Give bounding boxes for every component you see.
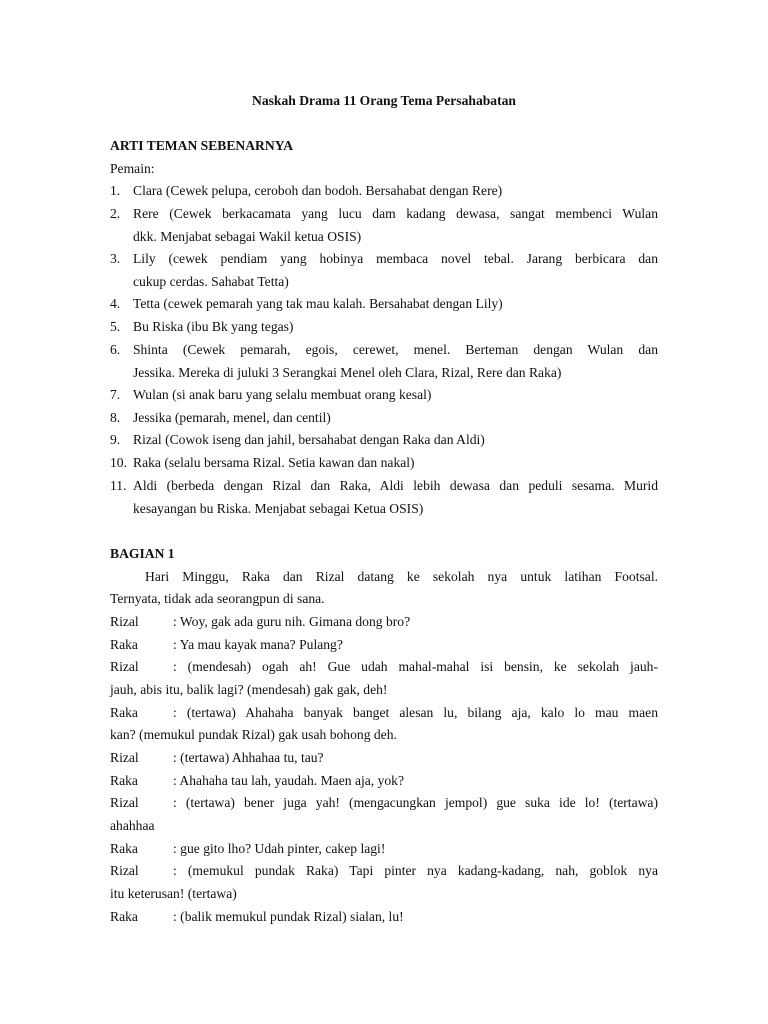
- script-heading: ARTI TEMAN SEBENARNYA: [110, 138, 294, 153]
- list-text: Jessika (pemarah, menel, dan centil): [133, 410, 331, 425]
- dialogue-text-cont: itu keterusan! (tertawa): [110, 886, 237, 901]
- dialogue-text-cont: jauh, abis itu, balik lagi? (mendesah) gak gak, deh!: [110, 682, 388, 697]
- speaker-name: Rizal: [110, 614, 139, 629]
- dialogue-text-cont: kan? (memukul pundak Rizal) gak usah bohong deh.: [110, 727, 397, 742]
- cast-label: Pemain:: [110, 161, 155, 176]
- speaker-name: Raka: [110, 637, 138, 652]
- list-number: 8.: [110, 410, 121, 425]
- speaker-name: Rizal: [110, 795, 139, 810]
- list-number: 7.: [110, 387, 121, 402]
- list-text: Raka (selalu bersama Rizal. Setia kawan dan nakal): [133, 455, 415, 470]
- list-text-cont: dkk. Menjabat sebagai Wakil ketua OSIS): [133, 229, 362, 244]
- list-text: Rere (Cewek berkacamata yang lucu dam kadang dewasa, sangat membenci Wulan: [133, 206, 658, 221]
- speaker-name: Rizal: [110, 863, 139, 878]
- speaker-name: Raka: [110, 841, 138, 856]
- list-number: 5.: [110, 319, 121, 334]
- list-text: Tetta (cewek pemarah yang tak mau kalah. Bersahabat dengan Lily): [133, 296, 503, 311]
- list-number: 2.: [110, 206, 121, 221]
- list-text-cont: kesayangan bu Riska. Menjabat sebagai Ketua OSIS): [133, 501, 424, 516]
- intro-paragraph-cont: Ternyata, tidak ada seorangpun di sana.: [110, 591, 325, 606]
- list-text-cont: cukup cerdas. Sahabat Tetta): [133, 274, 289, 289]
- list-number: 3.: [110, 251, 121, 266]
- list-number: 10.: [110, 455, 127, 470]
- list-text: Rizal (Cowok iseng dan jahil, bersahabat dengan Raka dan Aldi): [133, 432, 485, 447]
- list-number: 4.: [110, 296, 121, 311]
- speaker-name: Rizal: [110, 659, 139, 674]
- list-number: 1.: [110, 183, 121, 198]
- speaker-name: Raka: [110, 773, 138, 788]
- dialogue-text: : Ahahaha tau lah, yaudah. Maen aja, yok?: [173, 773, 405, 788]
- speaker-name: Rizal: [110, 750, 139, 765]
- dialogue-text: : Ya mau kayak mana? Pulang?: [173, 637, 343, 652]
- speaker-name: Raka: [110, 909, 138, 924]
- list-number: 11.: [110, 478, 127, 493]
- dialogue-text: : (tertawa) Ahhahaa tu, tau?: [173, 750, 324, 765]
- list-text: Shinta (Cewek pemarah, egois, cerewet, menel. Berteman dengan Wulan dan: [133, 342, 658, 357]
- dialogue-text: : Woy, gak ada guru nih. Gimana dong bro?: [173, 614, 411, 629]
- list-text: Wulan (si anak baru yang selalu membuat orang kesal): [133, 387, 432, 402]
- dialogue-text: : (tertawa) bener juga yah! (mengacungkan jempol) gue suka ide lo! (tertawa): [173, 795, 658, 810]
- dialogue-text: : (mendesah) ogah ah! Gue udah mahal-mahal isi bensin, ke sekolah jauh-: [173, 659, 658, 674]
- list-text: Aldi (berbeda dengan Rizal dan Raka, Aldi lebih dewasa dan peduli sesama. Murid: [133, 478, 658, 493]
- speaker-name: Raka: [110, 705, 138, 720]
- section-heading: BAGIAN 1: [110, 546, 175, 561]
- list-text: Lily (cewek pendiam yang hobinya membaca novel tebal. Jarang berbicara dan: [133, 251, 658, 266]
- intro-paragraph: Hari Minggu, Raka dan Rizal datang ke sekolah nya untuk latihan Footsal.: [145, 569, 658, 584]
- dialogue-text: : (memukul pundak Raka) Tapi pinter nya kadang-kadang, nah, goblok nya: [173, 863, 658, 878]
- list-number: 9.: [110, 432, 121, 447]
- list-number: 6.: [110, 342, 121, 357]
- list-text-cont: Jessika. Mereka di juluki 3 Serangkai Menel oleh Clara, Rizal, Rere dan Raka): [133, 365, 562, 380]
- dialogue-text: : gue gito lho? Udah pinter, cakep lagi!: [173, 841, 386, 856]
- dialogue-text: : (balik memukul pundak Rizal) sialan, lu!: [173, 909, 404, 924]
- dialogue-text: : (tertawa) Ahahaha banyak banget alesan lu, bilang aja, kalo lo mau maen: [173, 705, 658, 720]
- list-text: Clara (Cewek pelupa, ceroboh dan bodoh. Bersahabat dengan Rere): [133, 183, 503, 198]
- document-title: Naskah Drama 11 Orang Tema Persahabatan: [252, 93, 516, 108]
- dialogue-text-cont: ahahhaa: [110, 818, 155, 833]
- list-text: Bu Riska (ibu Bk yang tegas): [133, 319, 294, 334]
